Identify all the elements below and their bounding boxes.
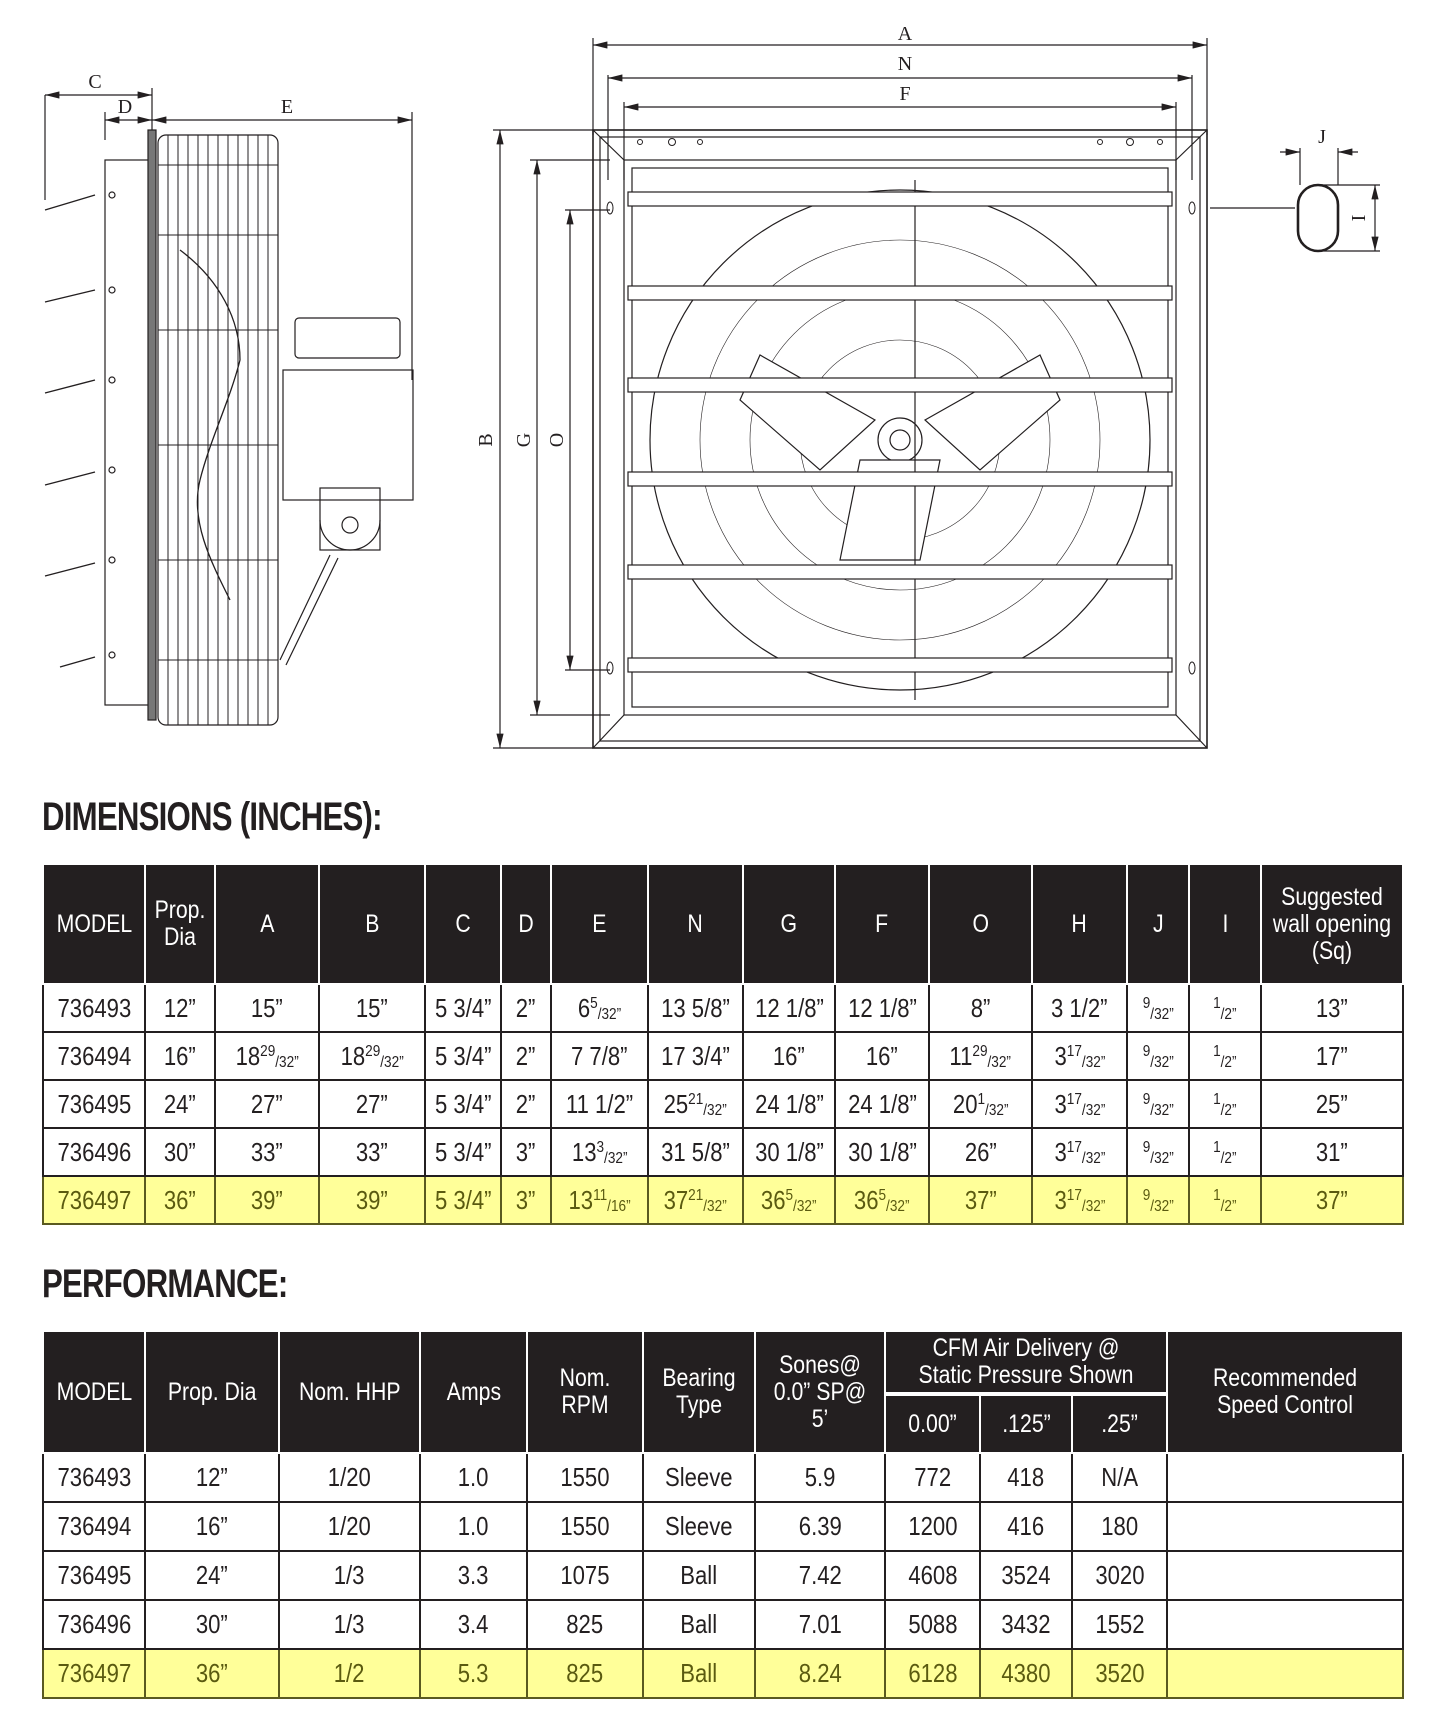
dimensions-cell: $^9_{/32”}$ [1127, 984, 1189, 1032]
performance-cell: 36” [145, 1649, 279, 1698]
dimensions-cell: 7 7/8” [551, 1032, 648, 1080]
dimensions-cell: 12 1/8” [835, 984, 929, 1032]
dimensions-header-b: B [319, 865, 425, 984]
performance-cell: 5.3 [420, 1649, 527, 1698]
dimensions-cell: 36” [145, 1176, 215, 1224]
dimensions-header-model: MODEL [43, 865, 145, 984]
performance-header-nom-rpm: Nom. RPM [527, 1332, 643, 1453]
dimensions-header-c: C [425, 865, 501, 984]
performance-cell: 736494 [43, 1502, 145, 1551]
performance-header-prop-dia: Prop. Dia [145, 1332, 279, 1453]
performance-cell: 1550 [527, 1502, 643, 1551]
dimensions-cell: 5 3/4” [425, 984, 501, 1032]
dimensions-cell: $25^{21}_{/32”}$ [648, 1080, 743, 1128]
dimensions-cell: $3^{17}_{/32”}$ [1032, 1032, 1127, 1080]
performance-cell: 825 [527, 1649, 643, 1698]
dimensions-cell: 736496 [43, 1128, 145, 1176]
dimensions-cell: 33” [215, 1128, 319, 1176]
performance-cell: 12” [145, 1453, 279, 1502]
dimensions-cell: 5 3/4” [425, 1080, 501, 1128]
dimensions-header-n: N [648, 865, 743, 984]
label-e: E [280, 96, 294, 118]
dimensions-cell: $11^{29}_{/32”}$ [929, 1032, 1032, 1080]
performance-cell: 3524 [980, 1551, 1072, 1600]
dimensions-header-o: O [929, 865, 1032, 984]
performance-cell: 6128 [885, 1649, 980, 1698]
performance-title: PERFORMANCE: [42, 1262, 288, 1306]
dimensions-cell: 24 1/8” [835, 1080, 929, 1128]
dimensions-header-a: A [215, 865, 319, 984]
performance-cell: Sleeve [643, 1453, 755, 1502]
dimensions-cell: $13^{11}_{/16”}$ [551, 1176, 648, 1224]
performance-cell: 418 [980, 1453, 1072, 1502]
performance-cell: 7.01 [755, 1600, 885, 1649]
performance-cell: 8.24 [755, 1649, 885, 1698]
dimensions-cell: $37^{21}_{/32”}$ [648, 1176, 743, 1224]
dimensions-header-h: H [1032, 865, 1127, 984]
performance-cell [1167, 1453, 1403, 1502]
dimensions-cell: 24” [145, 1080, 215, 1128]
performance-cell: 3.4 [420, 1600, 527, 1649]
dimensions-cell: 39” [215, 1176, 319, 1224]
performance-cell: 3432 [980, 1600, 1072, 1649]
dimensions-header-d: D [501, 865, 551, 984]
performance-cell: Ball [643, 1600, 755, 1649]
performance-cell: 3020 [1072, 1551, 1167, 1600]
dimensions-row [43, 1176, 1403, 1224]
dimensions-cell: 11 1/2” [551, 1080, 648, 1128]
performance-cell: Sleeve [643, 1502, 755, 1551]
dimensions-cell: 15” [215, 984, 319, 1032]
dimensions-cell: 3” [501, 1128, 551, 1176]
dimensions-cell: 5 3/4” [425, 1128, 501, 1176]
dimensions-cell: 24 1/8” [743, 1080, 835, 1128]
dimensions-row [43, 1128, 1403, 1176]
performance-row [43, 1600, 1403, 1649]
dimensions-cell: 3 1/2” [1032, 984, 1127, 1032]
dimensions-cell: $^9_{/32”}$ [1127, 1032, 1189, 1080]
dimensions-cell: $3^{17}_{/32”}$ [1032, 1080, 1127, 1128]
dimensions-cell: 37” [929, 1176, 1032, 1224]
label-j: J [1318, 126, 1326, 148]
performance-cell: 1/20 [279, 1502, 420, 1551]
performance-cell: 1075 [527, 1551, 643, 1600]
dimensions-cell: 5 3/4” [425, 1176, 501, 1224]
performance-cell: 5088 [885, 1600, 980, 1649]
dimensions-cell: $13^3_{/32”}$ [551, 1128, 648, 1176]
dimensions-cell: $18^{29}_{/32”}$ [319, 1032, 425, 1080]
label-g: G [513, 432, 535, 448]
dimensions-cell: $18^{29}_{/32”}$ [215, 1032, 319, 1080]
dimensions-cell: 31” [1261, 1128, 1403, 1176]
performance-subheader-cfm: 0.00” [885, 1394, 980, 1453]
performance-cell: 1/20 [279, 1453, 420, 1502]
dimensions-cell: 26” [929, 1128, 1032, 1176]
label-i: I [1348, 214, 1370, 222]
dimensions-cell: $36^5_{/32”}$ [743, 1176, 835, 1224]
performance-cell: 1550 [527, 1453, 643, 1502]
performance-cell: 1/3 [279, 1551, 420, 1600]
dimensions-cell: $^1_{/2”}$ [1189, 1176, 1261, 1224]
dimensions-cell: 37” [1261, 1176, 1403, 1224]
performance-cell: Ball [643, 1551, 755, 1600]
performance-cell: 30” [145, 1600, 279, 1649]
performance-header-bearing-type: Bearing Type [643, 1332, 755, 1453]
performance-cell: 4380 [980, 1649, 1072, 1698]
dimensions-cell: 33” [319, 1128, 425, 1176]
performance-cell: 7.42 [755, 1551, 885, 1600]
dimensions-cell: 30 1/8” [743, 1128, 835, 1176]
performance-cell [1167, 1600, 1403, 1649]
dimensions-cell: 736494 [43, 1032, 145, 1080]
performance-cell: 4608 [885, 1551, 980, 1600]
dimensions-cell: 13” [1261, 984, 1403, 1032]
dimensions-cell: $^9_{/32”}$ [1127, 1080, 1189, 1128]
dimensions-cell: 30 1/8” [835, 1128, 929, 1176]
dimensions-header-i: I [1189, 865, 1261, 984]
dimensions-cell: $^1_{/2”}$ [1189, 984, 1261, 1032]
performance-row [43, 1649, 1403, 1698]
performance-cell: 736496 [43, 1600, 145, 1649]
dimensions-header-suggested-wall-opening-sq: Suggested wall opening (Sq) [1261, 865, 1403, 984]
dimensions-cell: $3^{17}_{/32”}$ [1032, 1128, 1127, 1176]
performance-cell: 416 [980, 1502, 1072, 1551]
dimensions-cell: 16” [743, 1032, 835, 1080]
performance-cell: 736497 [43, 1649, 145, 1698]
dimensions-header-e: E [551, 865, 648, 984]
performance-cell: 772 [885, 1453, 980, 1502]
dimensions-cell: $3^{17}_{/32”}$ [1032, 1176, 1127, 1224]
performance-cell [1167, 1502, 1403, 1551]
dimensions-cell: $^1_{/2”}$ [1189, 1128, 1261, 1176]
performance-cell: 825 [527, 1600, 643, 1649]
dimensions-cell: 2” [501, 1080, 551, 1128]
performance-cell: 1552 [1072, 1600, 1167, 1649]
dimensions-cell: 12 1/8” [743, 984, 835, 1032]
dimensions-row [43, 984, 1403, 1032]
performance-header-model: MODEL [43, 1332, 145, 1453]
dimensions-title: DIMENSIONS (INCHES): [42, 795, 382, 839]
performance-cell: 3.3 [420, 1551, 527, 1600]
dimensions-cell: $^1_{/2”}$ [1189, 1080, 1261, 1128]
dimensions-cell: $^9_{/32”}$ [1127, 1128, 1189, 1176]
dimensions-cell: 25” [1261, 1080, 1403, 1128]
dimensions-cell: $20^1_{/32”}$ [929, 1080, 1032, 1128]
performance-cell: 736493 [43, 1453, 145, 1502]
label-b: B [475, 433, 497, 447]
dimensions-cell: 27” [319, 1080, 425, 1128]
performance-header-row [43, 1332, 1403, 1394]
performance-cell: 6.39 [755, 1502, 885, 1551]
dimensions-cell: 736495 [43, 1080, 145, 1128]
dimensions-cell: 39” [319, 1176, 425, 1224]
dimensions-header-prop-dia: Prop. Dia [145, 865, 215, 984]
performance-row [43, 1453, 1403, 1502]
performance-subheader-cfm: .25” [1072, 1394, 1167, 1453]
dimensions-cell: $^9_{/32”}$ [1127, 1176, 1189, 1224]
side-view [45, 88, 413, 725]
performance-row [43, 1502, 1403, 1551]
dimensions-cell: 17 3/4” [648, 1032, 743, 1080]
label-n: N [897, 53, 913, 75]
label-f: F [899, 83, 911, 105]
performance-cell: Ball [643, 1649, 755, 1698]
dimensions-cell: 31 5/8” [648, 1128, 743, 1176]
dimensions-cell: $36^5_{/32”}$ [835, 1176, 929, 1224]
dimensions-cell: 2” [501, 984, 551, 1032]
performance-header-cfm-air-delivery-static-pressure-shown: CFM Air Delivery @ Static Pressure Shown [885, 1332, 1167, 1394]
dimensions-cell: 736493 [43, 984, 145, 1032]
performance-header-recommended-speed-control: Recommended Speed Control [1167, 1332, 1403, 1453]
performance-cell: 1/2 [279, 1649, 420, 1698]
dimensions-cell: 15” [319, 984, 425, 1032]
performance-cell: 3520 [1072, 1649, 1167, 1698]
label-o: O [546, 432, 568, 448]
dimensions-cell: 3” [501, 1176, 551, 1224]
performance-cell: 1200 [885, 1502, 980, 1551]
performance-cell: 1.0 [420, 1453, 527, 1502]
performance-header-amps: Amps [420, 1332, 527, 1453]
dimensions-cell: 5 3/4” [425, 1032, 501, 1080]
performance-subheader-cfm: .125” [980, 1394, 1072, 1453]
dimensions-cell: 736497 [43, 1176, 145, 1224]
dimensions-header-row [43, 865, 1403, 984]
dimensions-header-j: J [1127, 865, 1189, 984]
dimensions-cell: 30” [145, 1128, 215, 1176]
performance-header-sones-0-0-sp-5: Sones@ 0.0” SP@ 5’ [755, 1332, 885, 1453]
label-d: D [117, 96, 133, 118]
dimensions-row [43, 1032, 1403, 1080]
dimensions-cell: 13 5/8” [648, 984, 743, 1032]
performance-table [42, 1332, 1404, 1699]
performance-cell: 5.9 [755, 1453, 885, 1502]
performance-cell: 24” [145, 1551, 279, 1600]
dimensions-cell: 2” [501, 1032, 551, 1080]
dimensions-cell: $^1_{/2”}$ [1189, 1032, 1261, 1080]
dimensions-row [43, 1080, 1403, 1128]
fan-technical-drawing [0, 0, 1439, 760]
performance-cell: 736495 [43, 1551, 145, 1600]
label-a: A [897, 23, 913, 45]
dimensions-cell: 8” [929, 984, 1032, 1032]
dimensions-table [42, 865, 1404, 1225]
performance-cell: N/A [1072, 1453, 1167, 1502]
performance-cell: 1.0 [420, 1502, 527, 1551]
dimensions-cell: 12” [145, 984, 215, 1032]
performance-cell: 180 [1072, 1502, 1167, 1551]
dimensions-cell: 16” [145, 1032, 215, 1080]
dimensions-cell: 16” [835, 1032, 929, 1080]
dimensions-header-f: F [835, 865, 929, 984]
dimensions-cell: $6^5_{/32”}$ [551, 984, 648, 1032]
performance-cell [1167, 1551, 1403, 1600]
performance-cell: 16” [145, 1502, 279, 1551]
performance-cell: 1/3 [279, 1600, 420, 1649]
performance-header-nom-hhp: Nom. HHP [279, 1332, 420, 1453]
performance-row [43, 1551, 1403, 1600]
dimensions-header-g: G [743, 865, 835, 984]
label-c: C [88, 71, 102, 93]
dimensions-cell: 27” [215, 1080, 319, 1128]
dimensions-cell: 17” [1261, 1032, 1403, 1080]
front-view [493, 38, 1380, 748]
performance-cell [1167, 1649, 1403, 1698]
